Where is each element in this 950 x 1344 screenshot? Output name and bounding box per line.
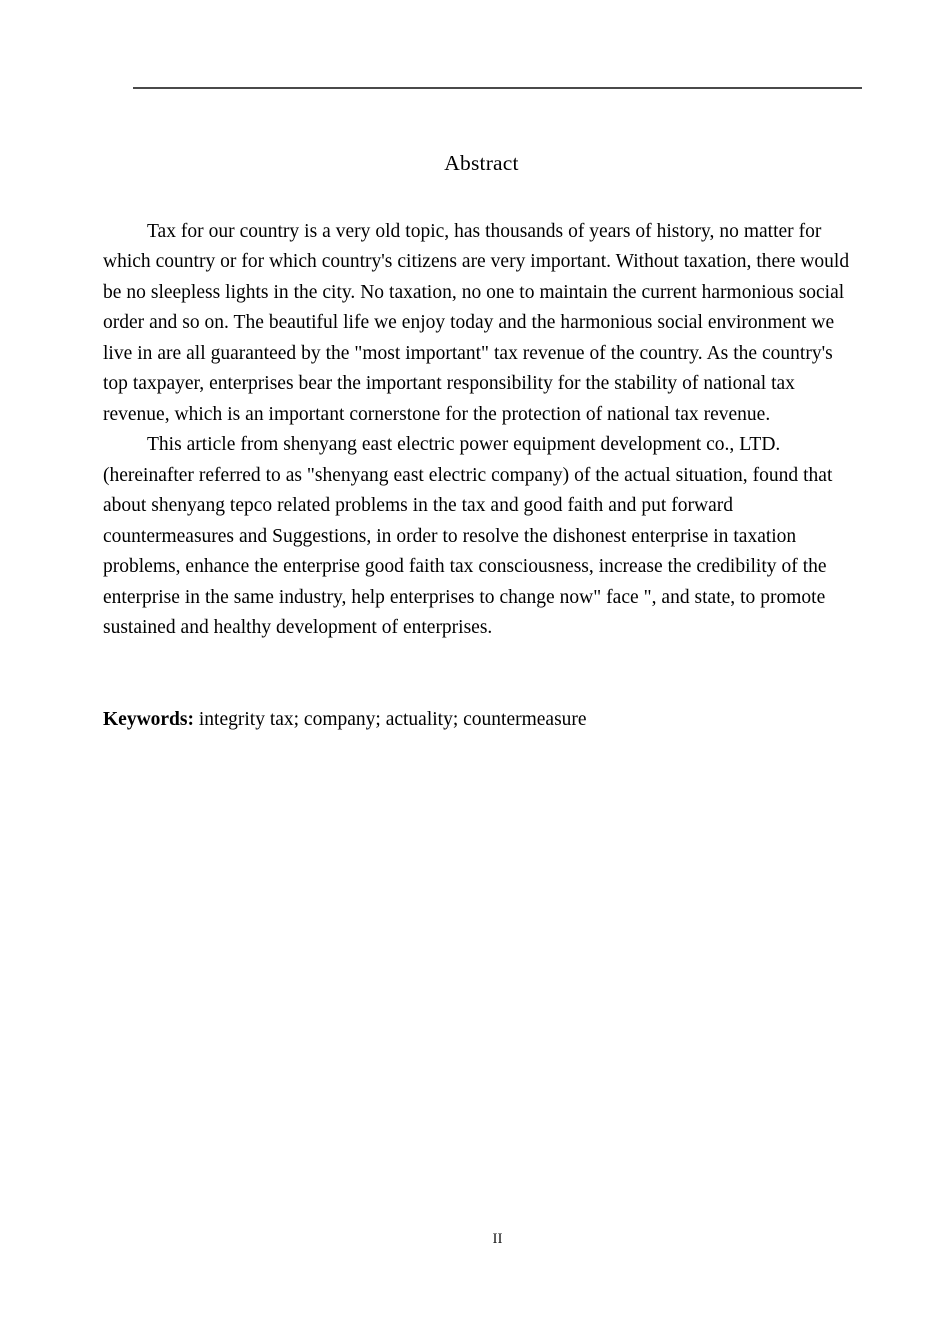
header-rule-divider [133,87,862,89]
page-number: II [492,1231,503,1247]
keywords-label: Keywords: [103,708,194,730]
page-title: Abstract [444,151,519,175]
title-spacer [103,179,860,217]
keywords-spacer [103,644,860,705]
abstract-body [103,217,860,644]
abstract-paragraph-2: This article from shenyang east electric power equipment development co., LTD. (hereinafter referred to as "shenyang east electric company) of the actual situation, found that about shenyang tepco related problems in the tax and good faith and put forward countermeasures and Suggestions, in order to resolve the dishonest enterprise in taxation problems, enhance the enterprise good faith tax consciousness, increase the credibility of the enterprise in the same industry, help enterprises to change now" face ", and state, to promote sustained and healthy development of enterprises. [103,434,833,638]
page-footer [0,1228,950,1258]
page-header [0,0,950,95]
keywords-value: integrity tax; company; actuality; countermeasure [194,708,587,730]
keywords-line [103,705,860,736]
page-content [103,148,860,735]
abstract-paragraph-1: Tax for our country is a very old topic, has thousands of years of history, no matter for which country or for which country's citizens are very important. Without taxation, there would be no sleepless lights in the city. No taxation, no one to maintain the current harmonious social order and so on. The beautiful life we enjoy today and the harmonious social environment we live in are all guaranteed by the "most important" tax revenue of the country. As the country's top taxpayer, enterprises bear the important responsibility for the stability of national tax revenue, which is an important cornerstone for the protection of national tax revenue. [103,220,850,425]
